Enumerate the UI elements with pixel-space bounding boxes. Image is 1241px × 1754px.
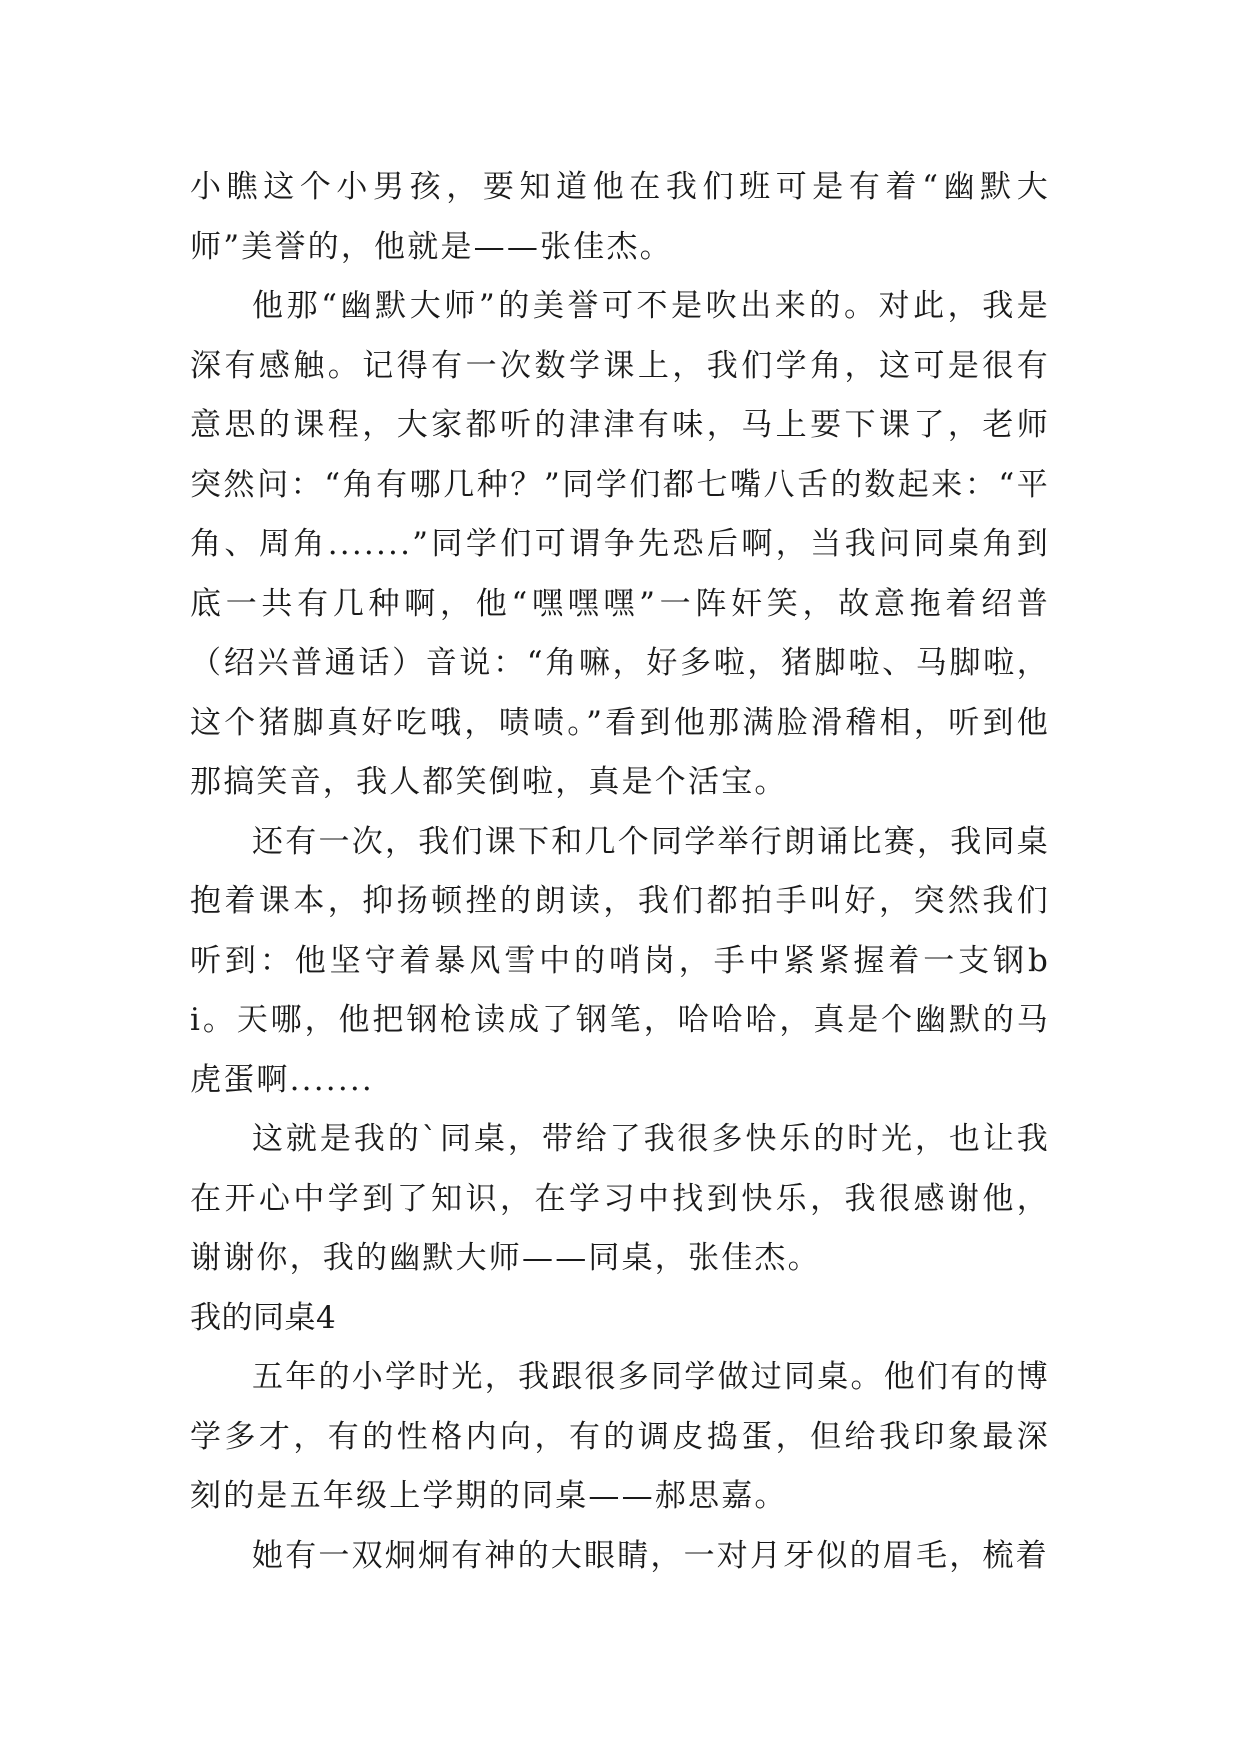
section-heading: 我的同桌4 [190,1299,337,1336]
paragraph: 还有一次，我们课下和几个同学举行朗诵比赛，我同桌抱着课本，抑扬顿挫的朗读，我们都拍手叫好，突然我们听到：他坚守着暴风雪中的哨岗，手中紧紧握着一支钢bi。天哪，他把钢枪读成了钢笔，哈哈哈，真是个幽默的马虎蛋啊....... [190,823,1050,1098]
paragraph: 她有一双炯炯有神的大眼睛，一对月牙似的眉毛，梳着 [252,1537,1049,1574]
paragraph: 小瞧这个小男孩，要知道他在我们班可是有着“幽默大师”美誉的，他就是——张佳杰。 [190,169,1050,265]
paragraph: 他那“幽默大师”的美誉可不是吹出来的。对此，我是深有感触。记得有一次数学课上，我们学角，这可是很有意思的课程，大家都听的津津有味，马上要下课了，老师突然问：“角有哪几种？”同学们都七嘴八舌的数起来：“平角、周角.......”同学们可谓争先恐后啊，当我问同桌角到底一共有几种啊，他“嘿嘿嘿”一阵奸笑，故意拖着绍普（绍兴普通话）音说：“角嘛，好多啦，猪脚啦、马脚啦，这个猪脚真好吃哦，啧啧。”看到他那满脸滑稽相，听到他那搞笑音，我人都笑倒啦，真是个活宝。 [190,288,1050,800]
paragraph: 这就是我的`同桌，带给了我很多快乐的时光，也让我在开心中学到了知识，在学习中找到快乐，我很感谢他，谢谢你，我的幽默大师——同桌，张佳杰。 [190,1121,1050,1276]
paragraph: 五年的小学时光，我跟很多同学做过同桌。他们有的博学多才，有的性格内向，有的调皮捣蛋，但给我印象最深刻的是五年级上学期的同桌——郝思嘉。 [190,1359,1050,1514]
document-body [190,158,1050,1586]
